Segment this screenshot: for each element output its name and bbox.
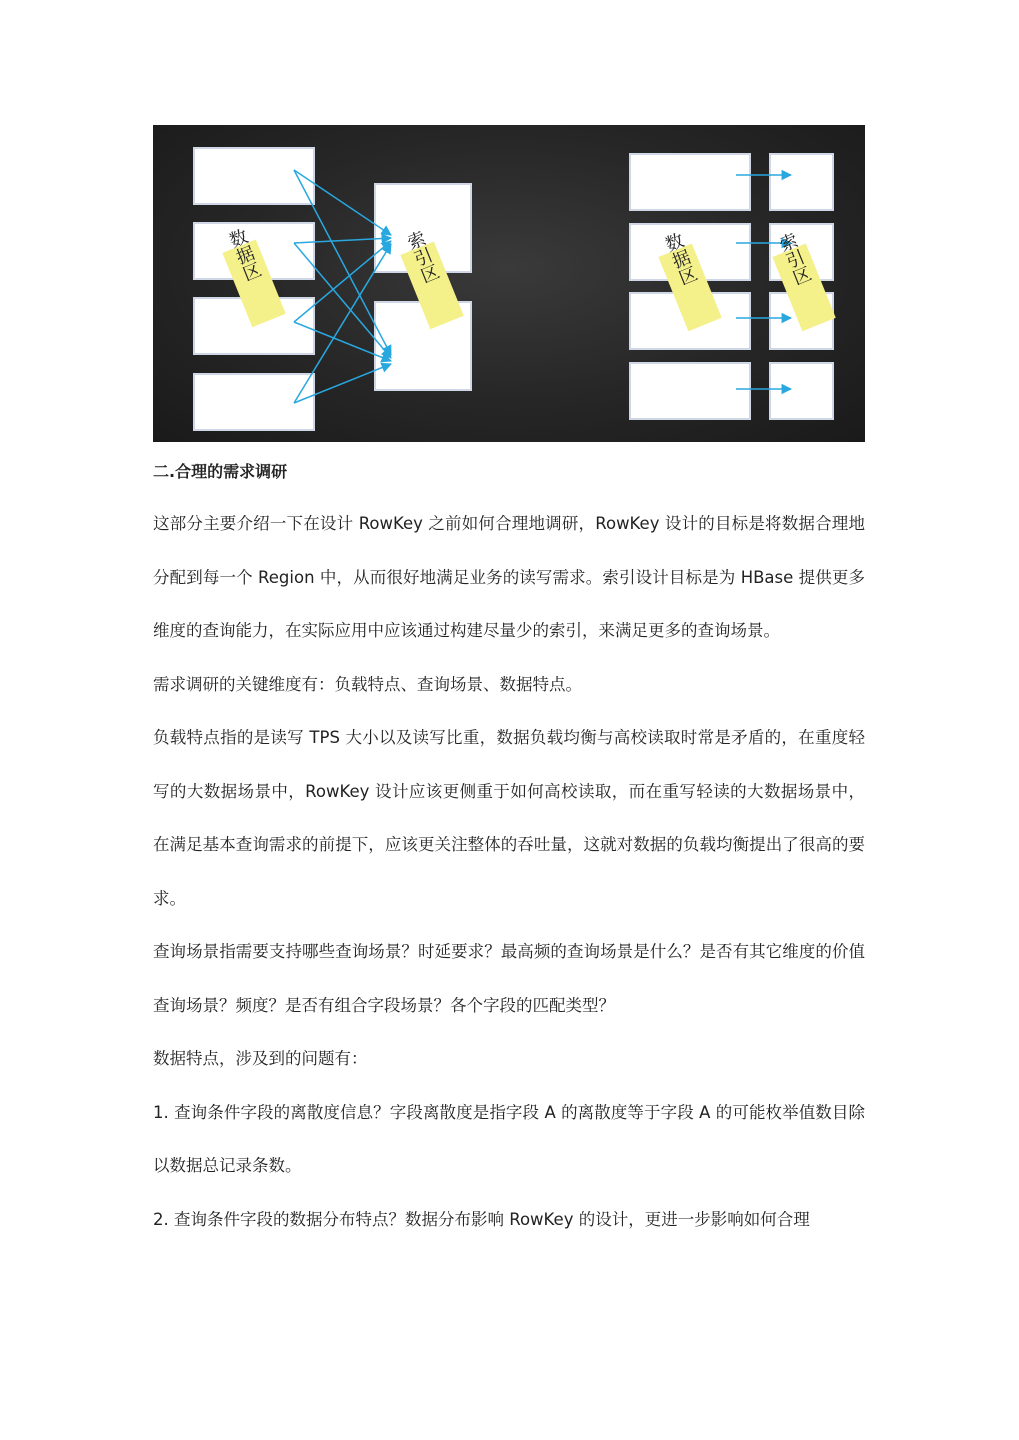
paragraph-load: 负载特点指的是读写 TPS 大小以及读写比重，数据负载均衡与高校读取时常是矛盾的，在重度轻写的大数据场景中，RowKey 设计应该更侧重于如何高校读取，而在重写轻读的大数据场景中，在满足基本查询需求的前提下，应该更关注整体的吞吐量，这就对数据的负载均衡提出了很高的要求。 — [153, 728, 865, 908]
right-index-box-1 — [770, 154, 833, 210]
list-item-2: 2. 查询条件字段的数据分布特点？数据分布影响 RowKey 的设计，更进一步影响如何合理 — [153, 1209, 810, 1229]
diagram-svg — [153, 125, 865, 442]
left-data-label-text: 数据区 — [223, 226, 264, 285]
list-item-1: 1. 查询条件字段的离散度信息？字段离散度是指字段 A 的离散度等于字段 A 的可能枚举值数目除以数据总记录条数。 — [153, 1102, 865, 1175]
index-layout-diagram — [153, 125, 865, 442]
right-data-box-4 — [630, 363, 750, 419]
left-index-label-text: 索引区 — [401, 228, 442, 287]
right-data-label-text: 数据区 — [659, 230, 700, 289]
section-heading: 二.合理的需求调研 — [153, 462, 288, 481]
right-index-box-4 — [770, 363, 833, 419]
paragraph-query: 查询场景指需要支持哪些查询场景？时延要求？最高频的查询场景是什么？是否有其它维度的价值查询场景？频度？是否有组合字段场景？各个字段的匹配类型？ — [153, 942, 865, 1015]
paragraph-dimensions: 需求调研的关键维度有：负载特点、查询场景、数据特点。 — [153, 674, 582, 694]
paragraph-data-features: 数据特点，涉及到的问题有： — [153, 1049, 368, 1068]
left-data-box-1 — [194, 148, 314, 204]
body-text — [153, 497, 865, 1246]
right-data-box-1 — [630, 154, 750, 210]
right-index-label-text: 索引区 — [773, 230, 814, 289]
paragraph-intro: 这部分主要介绍一下在设计 RowKey 之前如何合理地调研，RowKey 设计的目标是将数据合理地分配到每一个 Region 中，从而很好地满足业务的读写需求。索引设计目标是为 HBase 提供更多维度的查询能力，在实际应用中应该通过构建尽量少的索引，来满足更多的查询场景。 — [153, 514, 865, 640]
